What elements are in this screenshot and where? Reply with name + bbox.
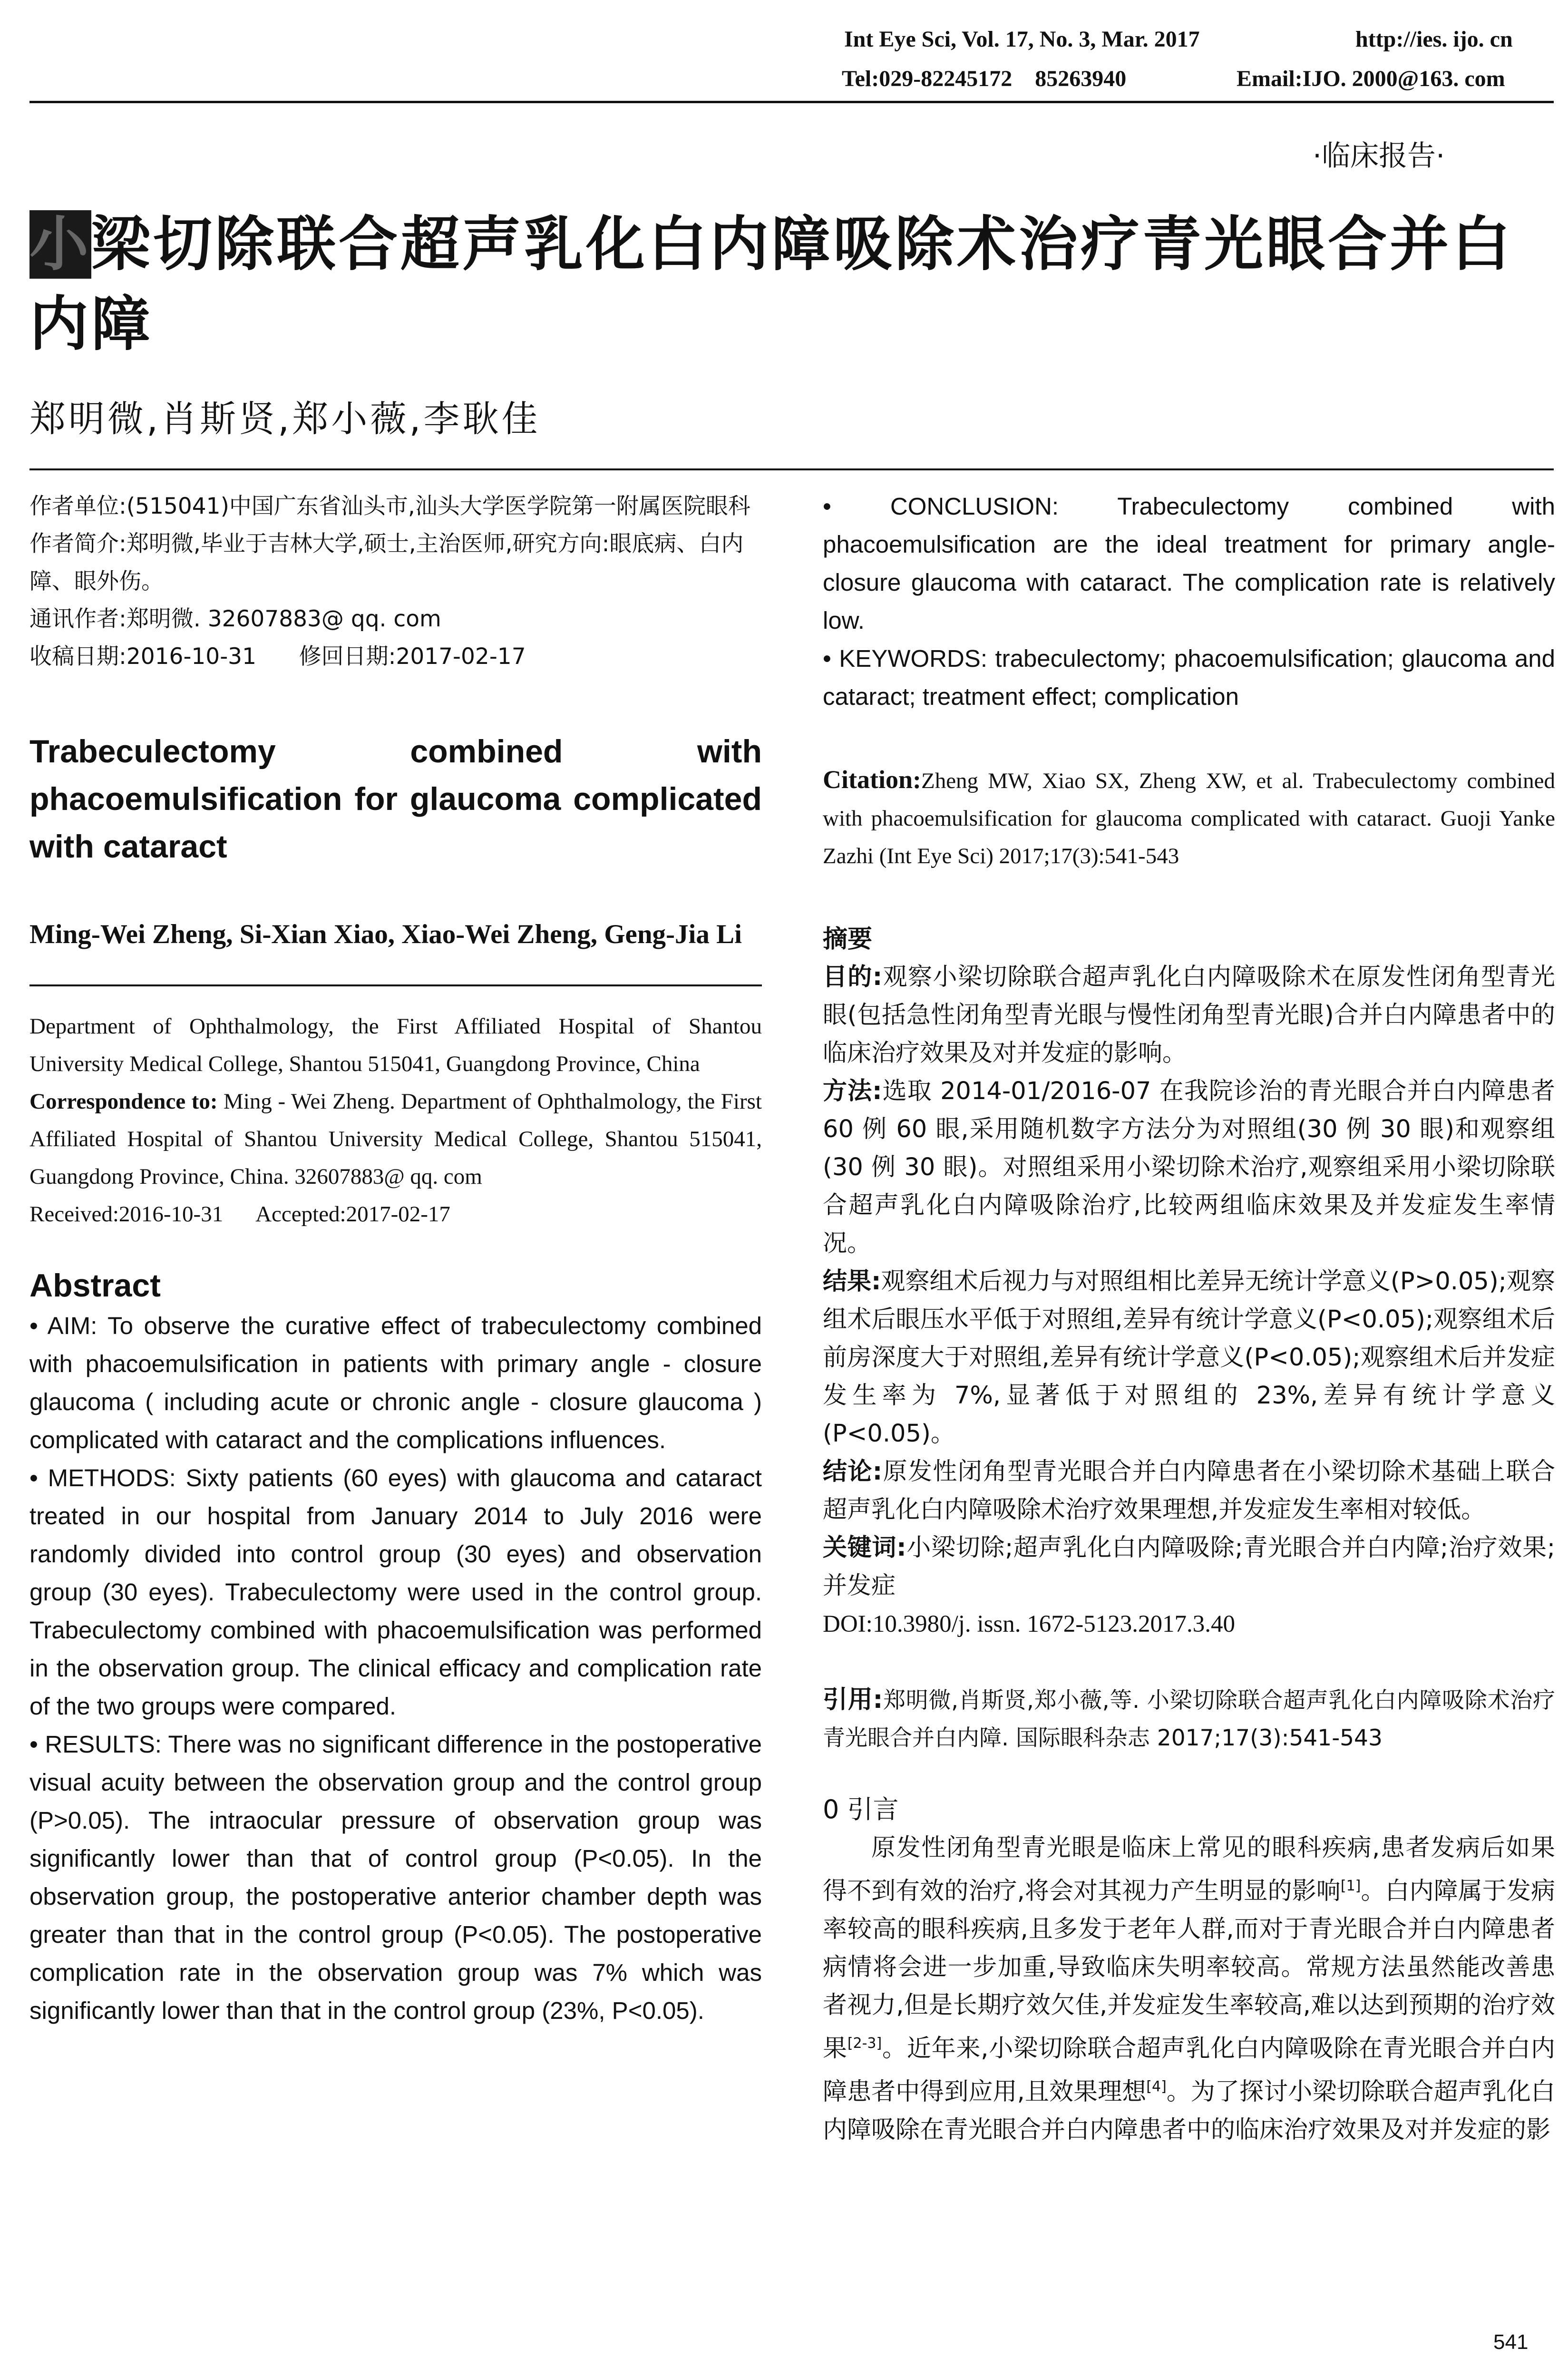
aim-label: • AIM: [29,1312,97,1339]
cn-keywords-text: 小梁切除;超声乳化白内障吸除;青光眼合并白内障;治疗效果;并发症 [823,1534,1555,1600]
authors-cn: 郑明微,肖斯贤,郑小薇,李耿佳 [29,398,541,440]
citation-cn [823,1681,1555,1757]
title-en: Trabeculectomy combined with phacoemulsification for glaucoma complicated with cataract [29,733,762,865]
citation-en-label: Citation: [823,765,921,794]
journal-info: Int Eye Sci, Vol. 17, No. 3, Mar. 2017 [844,27,1200,52]
cn-conclusion-text: 原发性闭角型青光眼合并白内障患者在小梁切除术基础上联合超声乳化白内障吸除术治疗效果理想,并发症发生率相对较低。 [823,1458,1555,1524]
abstract-results [29,1725,762,2030]
journal-email[interactable]: Email:IJO. 2000@163. com [1237,66,1505,91]
methods-text: Sixty patients (60 eyes) with glaucoma and cataract treated in our hospital from January 2014 to July 2016 were randomly divided into control group (30 eyes) and observation group (30 eyes). Trabeculectomy were used in the control group. Trabeculectomy combined with phacoemulsification was performed in the observation group. The clinical efficacy and complication rate of the two groups were compared. [29,1464,762,1720]
page-title [29,205,1554,364]
intro-text-4: 。为了探讨小梁切除联合超声乳化白内障吸除在青光眼合并白内障患者中的临床治疗效果及对并发症的影 [823,2078,1555,2144]
abstract-cn-keywords [823,1529,1555,1605]
affil-unit: 作者单位:(515041)中国广东省汕头市,汕头大学医学院第一附属医院眼科 [29,493,750,519]
abstract-cn-conclusion [823,1453,1555,1529]
affil-dates: 收稿日期:2016-10-31 修回日期:2017-02-17 [29,643,526,670]
cn-results-label: 结果: [823,1267,881,1296]
conclusion-text: Trabeculectomy combined with phacoemulsification are the ideal treatment for primary angle-closure glaucoma with cataract. The complication rate is relatively low. [823,493,1555,634]
affiliation-cn [29,487,762,675]
doi[interactable]: DOI:10.3980/j. issn. 1672-5123.2017.3.40 [823,1611,1235,1637]
abstract-cn-results [823,1263,1555,1453]
conclusion-label: • CONCLUSION: [823,493,1059,520]
abstract-conclusion [823,487,1555,640]
results-text: There was no significant difference in the postoperative visual acuity between the observation group and the control group (P>0.05). The intraocular pressure of observation group was significantly lower than that of control group (P<0.05). In the observation group, the postoperative anterior chamber depth was greater than that in the control group (P<0.05). The postoperative complication rate in the observation group was 7% which was significantly lower than that in the control group (23%, P<0.05). [29,1731,762,2024]
journal-tel: Tel:029-82245172 85263940 [842,66,1127,91]
section-tag: ·临床报告· [1313,139,1445,173]
cn-aim-label: 目的: [823,963,883,991]
authors-en: Ming-Wei Zheng, Si-Xian Xiao, Xiao-Wei Zheng, Geng-Jia Li [29,919,742,949]
cn-aim-text: 观察小梁切除联合超声乳化白内障吸除术在原发性闭角型青光眼(包括急性闭角型青光眼与慢性闭角型青光眼)合并白内障患者中的临床治疗效果及对并发症的影响。 [823,963,1555,1067]
title-first-char: 小 [29,210,92,279]
journal-url[interactable]: http://ies. ijo. cn [1355,27,1513,52]
affil-bio: 作者简介:郑明微,毕业于吉林大学,硕士,主治医师,研究方向:眼底病、白内障、眼外伤。 [29,531,744,594]
results-label: • RESULTS: [29,1731,162,1758]
cn-methods-text: 选取 2014-01/2016-07 在我院诊治的青光眼合并白内障患者 60 例 60 眼,采用随机数字方法分为对照组(30 例 30 眼)和观察组(30 例 30 眼)。对照组采用小梁切除术治疗,观察组采用小梁切除联合超声乳化白内障吸除治疗,比较两组临床效果及并发症发生率情况。 [823,1077,1555,1257]
title-rest: 梁切除联合超声乳化白内障吸除术治疗青光眼合并白内障 [29,210,1514,359]
methods-label: • METHODS: [29,1464,176,1491]
aim-text: To observe the curative effect of trabeculectomy combined with phacoemulsification in patients with primary angle - closure glaucoma ( including acute or chronic angle - closure glaucoma ) complicated with cataract and the complications influences. [29,1312,762,1453]
header-rule [29,101,1554,103]
keywords-label: • KEYWORDS: [823,645,987,672]
page-number: 541 [1493,2330,1529,2354]
affiliation-en [29,1008,762,1233]
intro-text-2: 。白内障属于发病率较高的眼科疾病,且多发于老年人群,而对于青光眼合并白内障患者病情将会进一步加重,导致临床失明率较高。常规方法虽然能改善患者视力,但是长期疗效欠佳,并发症发生率较高,难以达到预期的治疗效果 [823,1877,1555,2063]
abstract-cn-heading: 摘要 [823,925,873,954]
intro-text-1: 原发性闭角型青光眼是临床上常见的眼科疾病,患者发病后如果得不到有效的治疗,将会对其视力产生明显的影响 [823,1834,1555,1905]
citation-cn-label: 引用: [823,1685,883,1714]
affil-en-department: Department of Ophthalmology, the First Affiliated Hospital of Shantou University Medical College, Shantou 515041, Guangdong Province, China [29,1014,762,1076]
cn-methods-label: 方法: [823,1077,882,1105]
citation-cn-text: 郑明微,肖斯贤,郑小薇,等. 小梁切除联合超声乳化白内障吸除术治疗青光眼合并白内障. 国际眼科杂志 2017;17(3):541-543 [823,1687,1556,1751]
intro-text-3: 。近年来,小梁切除联合超声乳化白内障吸除在青光眼合并白内障患者中得到应用,且效果理想 [823,2035,1555,2106]
affil-en-dates: Received:2016-10-31 Accepted:2017-02-17 [29,1202,450,1227]
ref-4[interactable]: [4] [1146,2078,1167,2095]
left-column [29,487,762,2030]
abstract-cn-methods [823,1072,1555,1263]
corr-label: Correspondence to: [29,1089,218,1114]
cn-conclusion-label: 结论: [823,1458,883,1486]
citation-en-text: Zheng MW, Xiao SX, Zheng XW, et al. Trabeculectomy combined with phacoemulsification for glaucoma complicated with cataract. Guoji Yanke Zazhi (Int Eye Sci) 2017;17(3):541-543 [823,769,1555,868]
abstract-heading: Abstract [29,1267,161,1304]
authors-rule [29,468,1554,470]
right-column [823,487,1555,2149]
ref-2-3[interactable]: [2-3] [847,2035,882,2052]
intro-heading: 0 引言 [823,1794,899,1824]
abstract-methods [29,1459,762,1725]
abstract-cn-aim [823,958,1555,1072]
intro-paragraph [823,1829,1555,2149]
citation-en [823,761,1555,875]
abstract-aim [29,1307,762,1459]
cn-keywords-label: 关键词: [823,1534,906,1562]
affil-corr: 通讯作者:郑明微. 32607883@ qq. com [29,606,441,632]
cn-results-text: 观察组术后视力与对照组相比差异无统计学意义(P>0.05);观察组术后眼压水平低于对照组,差异有统计学意义(P<0.05);观察组术后前房深度大于对照组,差异有统计学意义(P<0.05);观察组术后并发症发生率为 7%,显著低于对照组的 23%,差异有统计学意义(P<0.05)。 [823,1267,1555,1448]
abstract-cn [823,958,1555,1643]
corr-text: Ming - Wei Zheng. Department of Ophthalmology, the First Affiliated Hospital of Shantou University Medical College, Shantou 515041, Guangdong Province, China. 32607883@ qq. com [29,1089,762,1189]
keywords-text: trabeculectomy; phacoemulsification; glaucoma and cataract; treatment effect; complication [823,645,1555,710]
abstract-keywords [823,640,1555,716]
authors-en-rule [29,984,762,986]
ref-1[interactable]: [1] [1340,1878,1361,1894]
